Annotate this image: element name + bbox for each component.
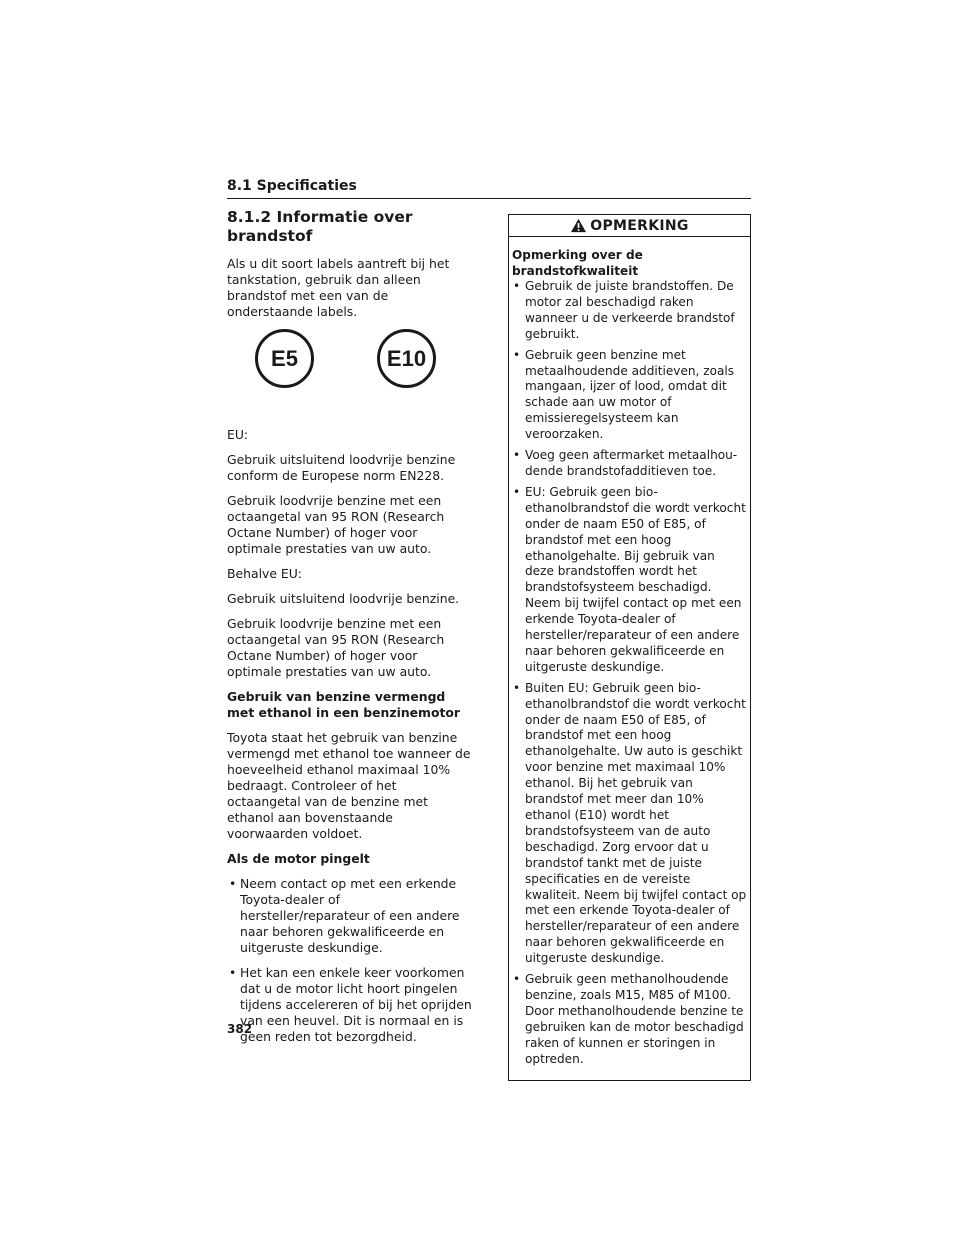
knock-list <box>227 876 472 1045</box>
eu-label: EU: <box>227 427 249 442</box>
warning-icon <box>570 218 587 233</box>
ethanol-heading: Gebruik van benzine vermengd met ethanol in een benzinemotor <box>227 689 461 720</box>
ethanol-paragraph: Toyota staat het gebruik van benzine vermengd met ethanol toe wanneer de hoeveelheid ethanol maximaal 10% bedraagt. Controleer of het octaangetal van de benzine met ethanol aan bovenstaande voorwaarden voldoet. <box>227 730 471 841</box>
list-item: • Voeg geen aftermarket metaalhou-dende brandstofadditieven toe. <box>512 448 747 480</box>
notice-list <box>512 279 747 1068</box>
eu-unleaded-paragraph: Gebruik uitsluitend loodvrije benzine conform de Europese norm EN228. <box>227 452 456 483</box>
list-item: • Gebruik geen methanolhoudende benzine, zoals M15, M85 of M100. Door methanolhoudende benzine te gebruiken kan de motor beschadigd raken of kunnen er storingen in optreden. <box>512 972 747 1067</box>
intro-paragraph: Als u dit soort labels aantreft bij het tankstation, gebruik dan alleen brandstof met een van de onderstaande labels. <box>227 256 450 319</box>
fuel-label-e5: E5 <box>255 329 314 388</box>
left-column <box>227 208 472 1054</box>
list-item: • Gebruik de juiste brandstoffen. De motor zal beschadigd raken wanneer u de verkeerde brandstof gebruikt. <box>512 279 747 343</box>
notice-heading: Opmerking over de brandstofkwaliteit <box>512 248 643 278</box>
section-header: 8.1 Specificaties <box>227 178 751 199</box>
fuel-label-e10: E10 <box>377 329 436 388</box>
list-item: • Neem contact op met een erkende Toyota-dealer of hersteller/reparateur of een andere naar behoren gekwalificeerde en uitgeruste deskundige. <box>227 876 472 956</box>
notice-title-bar <box>509 215 750 237</box>
non-eu-label: Behalve EU: <box>227 566 302 581</box>
section-title: 8.1.2 Informatie over brandstof <box>227 208 413 245</box>
knock-heading: Als de motor pingelt <box>227 851 370 866</box>
fuel-labels <box>227 329 472 419</box>
list-item: • Het kan een enkele keer voorkomen dat u de motor licht hoort pingelen tijdens accelereren of bij het oprijden van een heuvel. Dit is normaal en is geen reden tot bezorgdheid. <box>227 965 472 1045</box>
notice-title: OPMERKING <box>590 217 689 234</box>
list-item: • Buiten EU: Gebruik geen bio-ethanolbrandstof die wordt verkocht onder de naam E50 of E85, of brandstof met een hoog ethanolgehalte. Uw auto is geschikt voor benzine met maximaal 10% ethanol. Bij het gebruik van brandstof met meer dan 10% ethanol (E10) wordt het brandstofsysteem van de auto beschadigd. Zorg ervoor dat u brandstof tankt met de juiste specificaties en de vereiste kwaliteit. Neem bij twijfel contact op met een erkende Toyota-dealer of hersteller/reparateur of een andere naar behoren gekwalificeerde en uitgeruste deskundige. <box>512 681 747 967</box>
eu-octane-paragraph: Gebruik loodvrije benzine met een octaangetal van 95 RON (Research Octane Number) of hoger voor optimale prestaties van uw auto. <box>227 493 445 556</box>
non-eu-octane-paragraph: Gebruik loodvrije benzine met een octaangetal van 95 RON (Research Octane Number) of hoger voor optimale prestaties van uw auto. <box>227 616 445 679</box>
notice-box <box>508 214 751 1081</box>
non-eu-unleaded-paragraph: Gebruik uitsluitend loodvrije benzine. <box>227 591 460 606</box>
list-item: • EU: Gebruik geen bio-ethanolbrandstof die wordt verkocht onder de naam E50 of E85, of brandstof met een hoog ethanolgehalte. Bij gebruik van deze brandstoffen wordt het brandstofsysteem beschadigd. Neem bij twijfel contact op met een erkende Toyota-dealer of hersteller/reparateur of een andere naar behoren gekwalificeerde en uitgeruste deskundige. <box>512 485 747 676</box>
page-number: 382 <box>227 1022 253 1036</box>
list-item: • Gebruik geen benzine met metaalhoudende additieven, zoals mangaan, ijzer of lood, omdat dit schade aan uw motor of emissieregelsysteem kan veroorzaken. <box>512 348 747 443</box>
right-column <box>508 214 751 1081</box>
